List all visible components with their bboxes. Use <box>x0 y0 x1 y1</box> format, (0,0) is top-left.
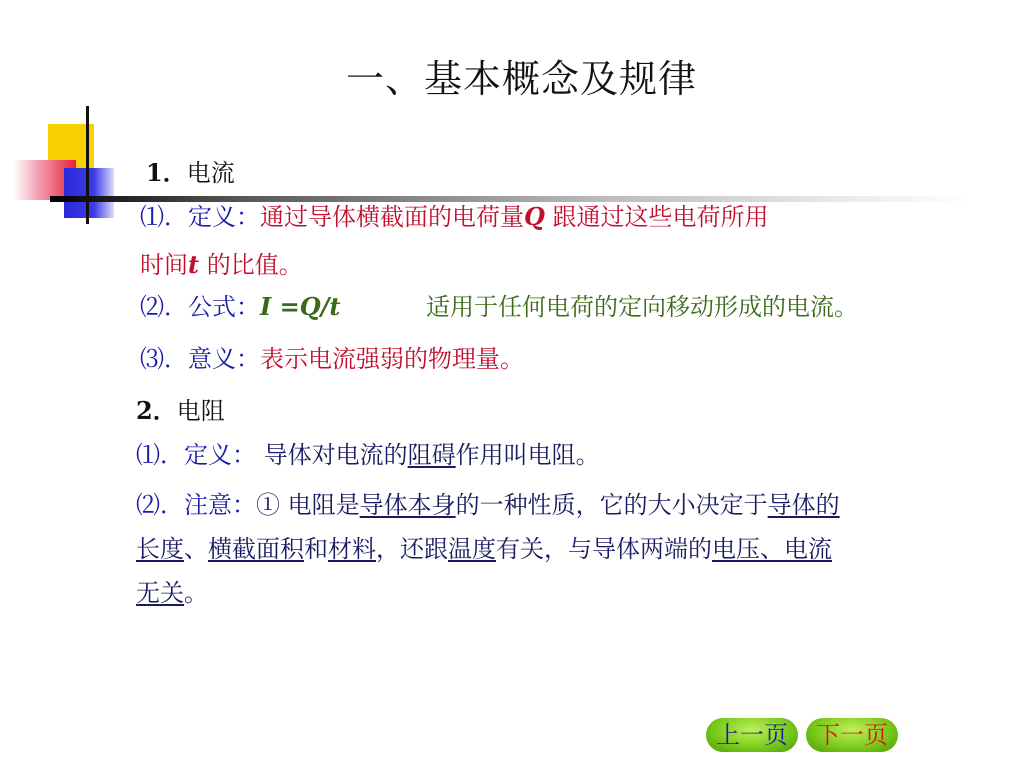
variable-t: t <box>188 250 200 279</box>
note-l3-a: 。 <box>184 579 208 607</box>
underline-hinder: 阻碍 <box>407 441 456 469</box>
underline-temperature: 温度 <box>448 535 496 563</box>
section2-heading-text: 电阻 <box>176 397 225 425</box>
underline-length: 长度 <box>136 535 184 563</box>
underline-unrelated: 无关 <box>136 579 184 607</box>
definition-text-c: 时间 <box>140 251 188 279</box>
decor-vertical-line <box>86 106 89 224</box>
section2-heading <box>136 396 225 426</box>
note-l2-b: 和 <box>304 535 328 563</box>
prev-page-button[interactable]: 上一页 <box>706 718 798 752</box>
section2-item2-line2 <box>136 534 832 564</box>
definition-text-a: 通过导体横截面的电荷量 <box>260 203 524 231</box>
section1-heading <box>146 158 235 188</box>
section1-item2 <box>140 292 340 322</box>
meaning-text: 表示电流强弱的物理量。 <box>260 345 524 373</box>
underline-conductor-of: 导体的 <box>767 491 840 519</box>
definition-marker: ⑴．定义： <box>140 203 260 231</box>
page-title: 一、基本概念及规律 <box>346 57 698 101</box>
variable-q: Q <box>524 202 545 231</box>
note-l1-a: ① 电阻是 <box>256 491 360 519</box>
section2-item1 <box>136 440 600 470</box>
underline-voltage-current: 电压、电流 <box>712 535 832 563</box>
section2-item2-line3 <box>136 578 208 608</box>
section1-heading-number: 1． <box>146 158 187 187</box>
resistance-definition-marker: ⑴．定义： <box>136 441 256 469</box>
section2-item2-line1 <box>136 490 840 520</box>
note-l2-a: 、 <box>184 535 208 563</box>
definition-text-d: 的比值。 <box>199 251 303 279</box>
section1-item3 <box>140 344 524 374</box>
decor-blue-square <box>64 168 114 218</box>
note-l2-c: ，还跟 <box>376 535 448 563</box>
meaning-marker: ⑶．意义： <box>140 345 260 373</box>
note-l1-b: 的一种性质，它的大小决定于 <box>455 491 768 519</box>
resistance-definition-text-a: 导体对电流的 <box>263 441 408 469</box>
formula-marker: ⑵．公式： <box>140 293 260 321</box>
section2-heading-number: 2． <box>136 396 177 425</box>
note-marker: ⑵．注意： <box>136 491 256 519</box>
formula-note: 适用于任何电荷的定向移动形成的电流。 <box>426 293 858 321</box>
underline-cross-section: 横截面积 <box>208 535 304 563</box>
definition-text-b: 跟通过这些电荷所用 <box>544 203 769 231</box>
resistance-definition-text-b: 作用叫电阻。 <box>455 441 600 469</box>
underline-material: 材料 <box>328 535 376 563</box>
note-l2-d: 有关，与导体两端的 <box>496 535 712 563</box>
next-page-button[interactable]: 下一页 <box>806 718 898 752</box>
section1-item1-line1 <box>140 202 769 232</box>
section1-heading-text: 电流 <box>186 159 235 187</box>
underline-conductor-itself: 导体本身 <box>359 491 456 519</box>
current-formula: I =Q/t <box>260 292 341 321</box>
section1-item1-line2 <box>140 250 303 280</box>
